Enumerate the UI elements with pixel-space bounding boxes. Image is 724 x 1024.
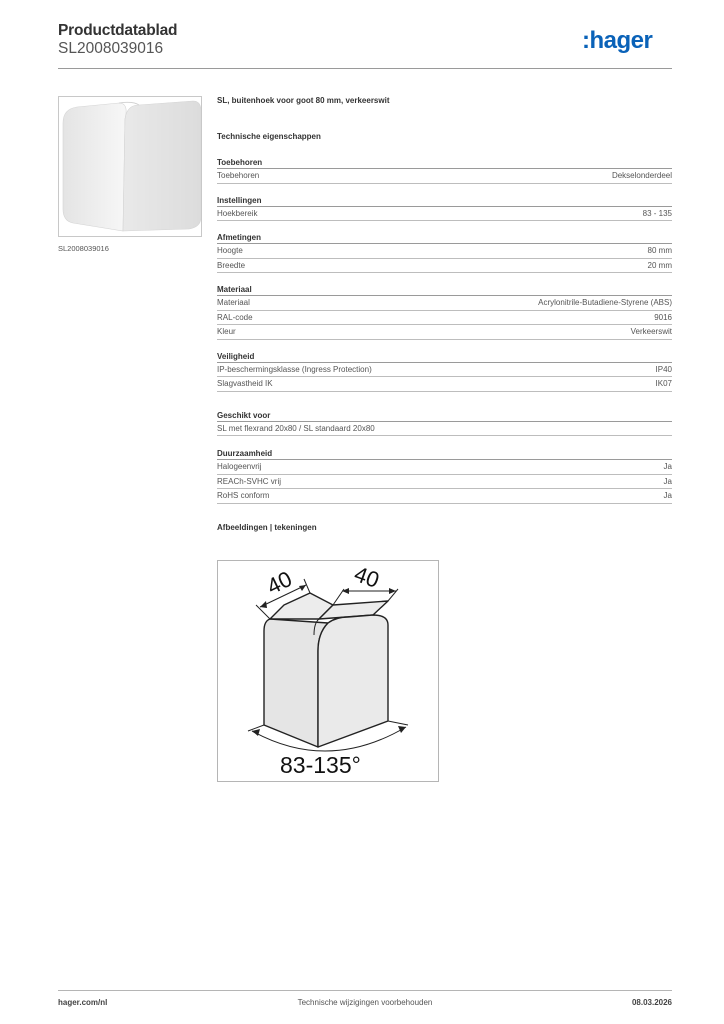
technical-drawing <box>217 560 439 782</box>
logo-text: :hager <box>582 27 653 53</box>
spec-value: Acrylonitrile-Butadiene-Styrene (ABS) <box>538 298 672 307</box>
tech-properties-heading: Technische eigenschappen <box>217 132 321 141</box>
spec-groups <box>217 157 672 392</box>
spec-value: Dekselonderdeel <box>611 171 672 180</box>
spec-row <box>217 325 672 340</box>
spec-value: 9016 <box>654 312 672 322</box>
spec-row <box>217 244 672 259</box>
sustainability-row <box>217 460 672 475</box>
spec-row <box>217 207 672 222</box>
spec-group-title: Instellingen <box>217 195 672 207</box>
suitable-row <box>217 422 672 437</box>
figures-heading: Afbeeldingen | tekeningen <box>217 522 317 532</box>
footer-disclaimer: Technische wijzigingen voorbehouden <box>297 998 433 1007</box>
spec-value: 80 mm <box>647 246 672 255</box>
sustainability-value: Ja <box>663 491 672 500</box>
sustainability-value: Ja <box>663 476 672 486</box>
sustainability-value: Ja <box>663 462 672 471</box>
header-divider <box>58 68 672 69</box>
footer-date: 08.03.2026 <box>631 998 672 1007</box>
spec-label: Slagvastheid IK <box>217 379 273 388</box>
dimension-right: 40 <box>351 561 383 593</box>
angle-range: 83-135° <box>280 752 361 778</box>
spec-group-title: Afmetingen <box>217 232 672 244</box>
product-image <box>58 96 202 237</box>
spec-row <box>217 311 672 326</box>
sustainability-section <box>217 448 672 504</box>
spec-group <box>217 232 672 273</box>
spec-label: Toebehoren <box>217 171 260 180</box>
hager-logo <box>582 27 672 53</box>
dimension-left: 40 <box>262 566 296 600</box>
spec-content <box>217 96 672 535</box>
spec-value: 83 - 135 <box>642 208 672 218</box>
spec-label: Hoogte <box>217 246 243 255</box>
suitable-text: SL met flexrand 20x80 / SL standaard 20x80 <box>217 423 375 433</box>
spec-label: Kleur <box>217 327 236 336</box>
sustainability-label: Halogeenvrij <box>217 462 262 471</box>
sustainability-label: REACh-SVHC vrij <box>217 476 282 486</box>
spec-label: IP-beschermingsklasse (Ingress Protection) <box>217 364 372 374</box>
sustainability-row <box>217 475 672 490</box>
spec-label: Hoekbereik <box>217 208 258 218</box>
sustainability-row <box>217 489 672 504</box>
suitable-title: Geschikt voor <box>217 410 672 422</box>
spec-value: Verkeerswit <box>630 327 672 336</box>
product-code: SL2008039016 <box>58 40 164 57</box>
spec-group <box>217 351 672 392</box>
image-caption: SL2008039016 <box>58 244 109 253</box>
spec-group <box>217 284 672 340</box>
spec-group-title: Materiaal <box>217 284 672 296</box>
spec-row <box>217 363 672 378</box>
spec-label: Materiaal <box>217 298 250 307</box>
spec-row <box>217 296 672 311</box>
footer-website-link[interactable]: hager.com/nl <box>58 998 108 1007</box>
spec-value: IP40 <box>655 364 672 374</box>
spec-group-title: Toebehoren <box>217 157 672 169</box>
product-description: SL, buitenhoek voor goot 80 mm, verkeerswit <box>217 96 390 105</box>
spec-group <box>217 195 672 222</box>
document-title: Productdatablad <box>58 22 178 39</box>
spec-group <box>217 157 672 184</box>
spec-row <box>217 377 672 392</box>
footer-divider <box>58 990 672 991</box>
spec-group-title: Veiligheid <box>217 351 672 363</box>
spec-label: Breedte <box>217 260 246 270</box>
suitable-section <box>217 410 672 437</box>
spec-row <box>217 169 672 184</box>
spec-value: 20 mm <box>647 260 672 270</box>
spec-label: RAL-code <box>217 312 253 322</box>
sustainability-label: RoHS conform <box>217 491 270 500</box>
page-header <box>58 22 672 70</box>
sustainability-title: Duurzaamheid <box>217 448 672 460</box>
spec-row <box>217 259 672 274</box>
spec-value: IK07 <box>655 379 672 388</box>
